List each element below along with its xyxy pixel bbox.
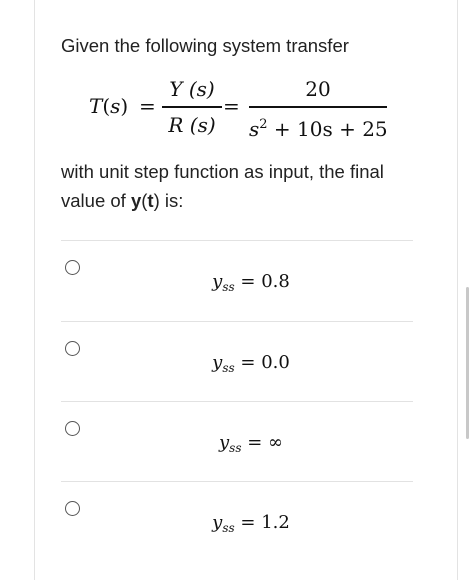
question-tail-part1: with unit step function as input, the final value of — [61, 161, 384, 211]
fraction-bar-2 — [249, 106, 387, 108]
answer-option-4[interactable] — [61, 483, 413, 562]
formula-equals-1: = — [139, 94, 156, 118]
question-tail-t: t — [147, 190, 154, 211]
question-tail-part2: is: — [159, 190, 184, 211]
answer-option-2[interactable] — [61, 323, 413, 402]
option-divider — [61, 240, 413, 241]
question-tail-text — [61, 157, 431, 215]
transfer-function-formula — [89, 74, 389, 144]
answer-option-1[interactable] — [61, 242, 413, 321]
option-divider — [61, 401, 413, 402]
option-divider — [61, 321, 413, 322]
answer-option-3-text: $y_{ss}$ = ∞ — [218, 432, 284, 455]
answer-option-1-text: $y_{ss} = 0.8$ — [212, 271, 290, 294]
formula-lhs-arg: s — [110, 94, 121, 118]
formula-equals-2: = — [223, 94, 240, 118]
formula-lhs-func: T — [89, 94, 103, 118]
answer-option-3[interactable] — [61, 403, 413, 482]
formula-denominator-rest: + 10s + 25 — [267, 116, 388, 141]
formula-numerator-1: Y (s) — [169, 77, 215, 101]
question-tail-paren-close: ) — [153, 190, 160, 211]
formula-lhs: T(s) — [89, 94, 129, 118]
question-tail-y: y — [130, 190, 142, 211]
formula-denominator-2 — [249, 110, 387, 140]
formula-denominator-1: R (s) — [168, 112, 216, 137]
formula-denominator-term1: s — [249, 116, 260, 141]
scrollbar[interactable] — [466, 287, 469, 439]
question-tail-paren-open: ( — [141, 190, 148, 211]
answer-option-4-text: $y_{ss} = 1.2$ — [212, 512, 290, 535]
formula-fraction-transfer — [249, 74, 387, 140]
formula-numerator-2: 20 — [305, 77, 331, 101]
formula-fraction-output-input — [162, 74, 222, 140]
option-divider — [61, 481, 413, 482]
fraction-bar-1 — [162, 106, 222, 108]
question-intro-text: Given the following system transfer — [61, 35, 349, 56]
formula-denominator-exponent: 2 — [259, 116, 268, 132]
answer-option-2-text: $y_{ss} = 0.0$ — [212, 352, 290, 375]
